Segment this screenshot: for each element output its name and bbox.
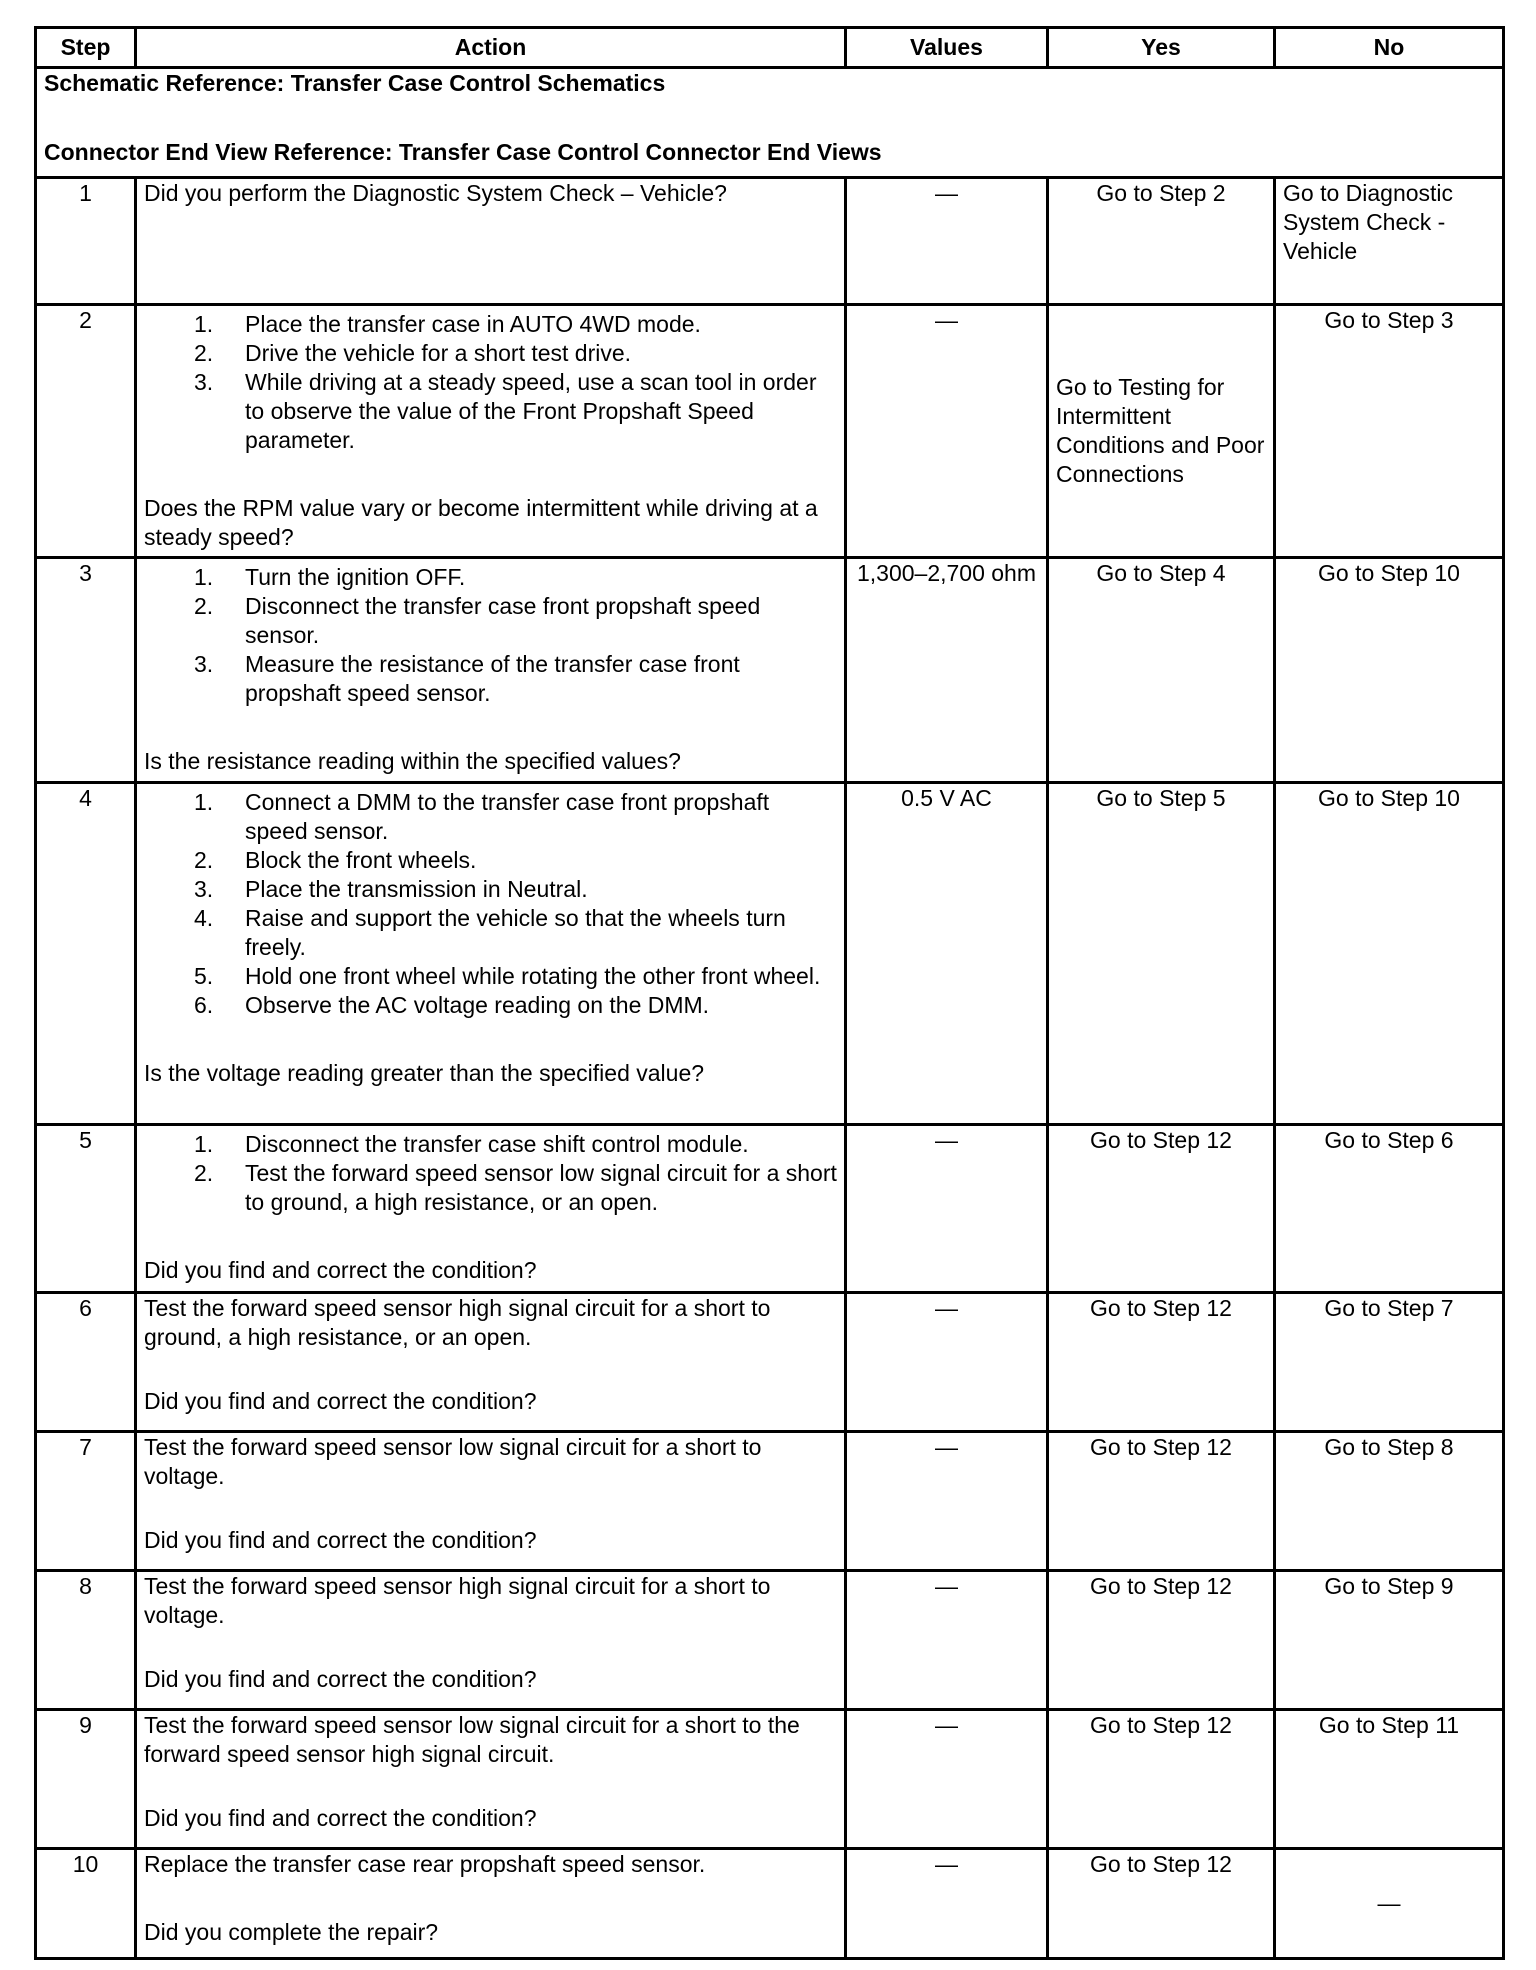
- action-steps: [144, 1130, 837, 1217]
- action-step: 2. Test the forward speed sensor low signal circuit for a short to ground, a high resistance, or an open.: [194, 1160, 837, 1215]
- header-values: Values: [846, 28, 1048, 68]
- action-step: 1. Place the transfer case in AUTO 4WD mode.: [194, 311, 701, 337]
- value-cell: 0.5 V AC: [846, 783, 1048, 1125]
- value-cell: —: [846, 178, 1048, 305]
- yes-cell: Go to Step 12: [1048, 1571, 1275, 1710]
- table-row: [36, 1125, 1504, 1293]
- step-number: 10: [36, 1849, 136, 1959]
- reference-cell: [36, 68, 1504, 178]
- step-number: 1: [36, 178, 136, 305]
- yes-cell: Go to Step 5: [1048, 783, 1275, 1125]
- action-step: 3. Place the transmission in Neutral.: [194, 876, 588, 902]
- action-step: 3. While driving at a steady speed, use a scan tool in order to observe the value of the Front Propshaft Speed parameter.: [194, 369, 817, 453]
- action-step: 2. Drive the vehicle for a short test drive.: [194, 340, 632, 366]
- no-cell: Go to Diagnostic System Check - Vehicle: [1275, 178, 1504, 305]
- value-cell: —: [846, 1432, 1048, 1571]
- header-action: Action: [136, 28, 846, 68]
- step-number: 5: [36, 1125, 136, 1293]
- action-question: Did you find and correct the condition?: [144, 1388, 537, 1414]
- yes-cell: Go to Testing for Intermittent Conditions and Poor Connections: [1048, 305, 1275, 558]
- action-step: 2. Block the front wheels.: [194, 847, 477, 873]
- action-question: Does the RPM value vary or become intermittent while driving at a steady speed?: [144, 495, 818, 550]
- value-cell: —: [846, 1571, 1048, 1710]
- value-cell: —: [846, 1293, 1048, 1432]
- header-row: [36, 28, 1504, 68]
- value-cell: —: [846, 305, 1048, 558]
- value-cell: —: [846, 1125, 1048, 1293]
- action-question: Did you find and correct the condition?: [144, 1257, 537, 1283]
- action-text: Test the forward speed sensor low signal circuit for a short to voltage.: [144, 1434, 762, 1489]
- action-steps: [144, 788, 837, 1020]
- value-cell: 1,300–2,700 ohm: [846, 558, 1048, 783]
- action-text: Did you perform the Diagnostic System Check – Vehicle?: [144, 180, 727, 206]
- action-step: 4. Raise and support the vehicle so that the wheels turn freely.: [194, 905, 786, 960]
- yes-cell: Go to Step 4: [1048, 558, 1275, 783]
- action-step: 3. Measure the resistance of the transfer case front propshaft speed sensor.: [194, 651, 740, 706]
- no-cell: Go to Step 11: [1275, 1710, 1504, 1849]
- action-step: 1. Connect a DMM to the transfer case front propshaft speed sensor.: [194, 789, 770, 844]
- action-text: Test the forward speed sensor high signal circuit for a short to voltage.: [144, 1573, 771, 1628]
- action-text: Test the forward speed sensor low signal circuit for a short to the forward speed sensor high signal circuit.: [144, 1712, 800, 1767]
- yes-cell: Go to Step 2: [1048, 178, 1275, 305]
- action-cell: [136, 1293, 846, 1432]
- no-cell: Go to Step 9: [1275, 1571, 1504, 1710]
- action-text: Replace the transfer case rear propshaft speed sensor.: [144, 1851, 706, 1877]
- header-no: No: [1275, 28, 1504, 68]
- no-cell: Go to Step 7: [1275, 1293, 1504, 1432]
- no-cell: Go to Step 3: [1275, 305, 1504, 558]
- value-cell: —: [846, 1849, 1048, 1959]
- action-step: 1. Turn the ignition OFF.: [194, 564, 466, 590]
- action-question: Is the voltage reading greater than the specified value?: [144, 1060, 705, 1086]
- action-step: 2. Disconnect the transfer case front propshaft speed sensor.: [194, 593, 761, 648]
- yes-cell: Go to Step 12: [1048, 1710, 1275, 1849]
- step-number: 8: [36, 1571, 136, 1710]
- action-question: Did you complete the repair?: [144, 1919, 439, 1945]
- step-number: 3: [36, 558, 136, 783]
- schematic-reference: Schematic Reference: Transfer Case Control Schematics: [44, 70, 666, 96]
- no-cell: Go to Step 10: [1275, 783, 1504, 1125]
- step-number: 7: [36, 1432, 136, 1571]
- table-row: [36, 1293, 1504, 1432]
- action-step: 6. Observe the AC voltage reading on the DMM.: [194, 992, 710, 1018]
- table-row: [36, 305, 1504, 558]
- table-row: [36, 1710, 1504, 1849]
- yes-cell: Go to Step 12: [1048, 1432, 1275, 1571]
- action-cell: [136, 1849, 846, 1959]
- action-cell: [136, 783, 846, 1125]
- action-cell: [136, 1710, 846, 1849]
- table-row: [36, 558, 1504, 783]
- no-cell: —: [1275, 1849, 1504, 1959]
- action-cell: [136, 178, 846, 305]
- action-question: Did you find and correct the condition?: [144, 1666, 537, 1692]
- connector-reference: Connector End View Reference: Transfer Case Control Connector End Views: [44, 139, 882, 165]
- header-yes: Yes: [1048, 28, 1275, 68]
- action-cell: [136, 305, 846, 558]
- action-cell: [136, 1571, 846, 1710]
- table-row: [36, 1571, 1504, 1710]
- step-number: 6: [36, 1293, 136, 1432]
- value-cell: —: [846, 1710, 1048, 1849]
- action-steps: [144, 563, 837, 708]
- no-cell: Go to Step 10: [1275, 558, 1504, 783]
- action-question: Did you find and correct the condition?: [144, 1805, 537, 1831]
- table-row: [36, 178, 1504, 305]
- action-steps: [144, 310, 837, 455]
- yes-cell: Go to Step 12: [1048, 1125, 1275, 1293]
- step-number: 4: [36, 783, 136, 1125]
- table-row: [36, 1432, 1504, 1571]
- action-step: 1. Disconnect the transfer case shift control module.: [194, 1131, 749, 1157]
- step-number: 9: [36, 1710, 136, 1849]
- action-question: Is the resistance reading within the specified values?: [144, 748, 681, 774]
- action-step: 5. Hold one front wheel while rotating the other front wheel.: [194, 963, 821, 989]
- action-cell: [136, 1432, 846, 1571]
- step-number: 2: [36, 305, 136, 558]
- reference-row: [36, 68, 1504, 178]
- diagnostic-table: [34, 26, 1505, 1960]
- action-text: Test the forward speed sensor high signal circuit for a short to ground, a high resistance, or an open.: [144, 1295, 771, 1350]
- no-cell: Go to Step 6: [1275, 1125, 1504, 1293]
- yes-cell: Go to Step 12: [1048, 1293, 1275, 1432]
- table-row: [36, 783, 1504, 1125]
- table-row: [36, 1849, 1504, 1959]
- action-question: Did you find and correct the condition?: [144, 1527, 537, 1553]
- action-cell: [136, 558, 846, 783]
- action-cell: [136, 1125, 846, 1293]
- header-step: Step: [36, 28, 136, 68]
- yes-cell: Go to Step 12: [1048, 1849, 1275, 1959]
- no-cell: Go to Step 8: [1275, 1432, 1504, 1571]
